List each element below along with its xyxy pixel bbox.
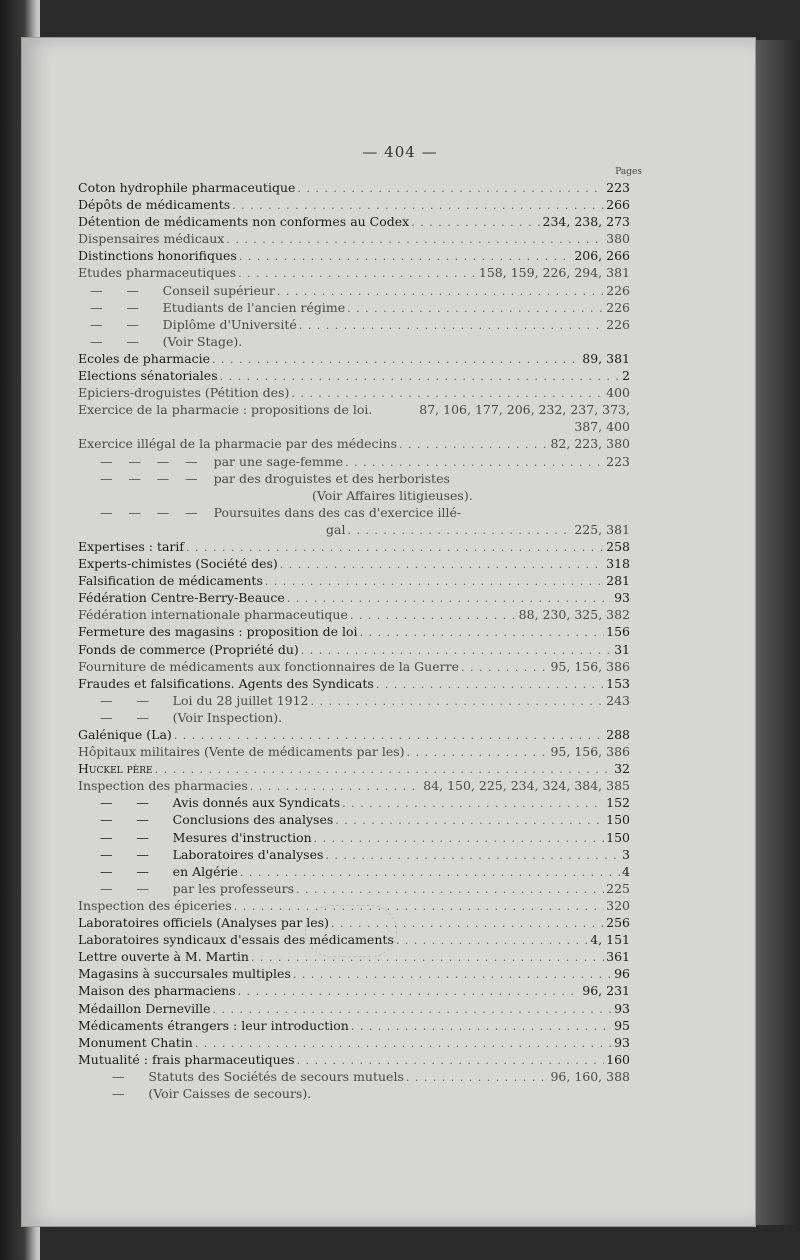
dot-leader <box>293 966 612 983</box>
index-entry-text: Etudes pharmaceutiques <box>78 265 237 281</box>
index-entry-pages: 320 <box>606 897 630 913</box>
dot-leader <box>351 1018 612 1035</box>
index-entry <box>78 726 630 743</box>
index-entry-text: Distinctions honorifiques <box>78 248 237 264</box>
index-entry <box>78 1085 630 1102</box>
index-entry <box>78 179 630 196</box>
index-entry-text: — — Laboratoires d'analyses <box>100 846 324 862</box>
index-entry <box>78 572 630 589</box>
index-entry <box>78 350 630 367</box>
index-entry-pages: 256 <box>606 915 630 931</box>
index-entry-pages: 31 <box>614 641 630 657</box>
index-entry <box>78 606 630 623</box>
dot-leader <box>226 231 604 248</box>
index-entry-text: — — — — par des droguistes et des herboristes <box>100 470 450 486</box>
dot-leader <box>239 248 573 265</box>
dot-leader <box>238 265 477 282</box>
index-entry <box>78 1051 630 1068</box>
index-entry-pages: 32 <box>614 761 630 777</box>
index-entry-pages: 95, 156, 386 <box>550 658 630 674</box>
index-entry-pages: 266 <box>606 197 630 213</box>
dot-leader <box>407 744 549 761</box>
dot-leader <box>335 812 604 829</box>
index-entry-text: Mutualité : frais pharmaceutiques <box>78 1051 295 1067</box>
index-entry <box>78 589 630 606</box>
index-entry <box>78 538 630 555</box>
dot-leader <box>347 522 572 539</box>
dot-leader <box>411 214 540 231</box>
index-entry <box>78 504 630 521</box>
dot-leader <box>325 847 620 864</box>
index-entry <box>78 401 630 418</box>
index-entry-pages: 4, 151 <box>590 932 630 948</box>
index-entry <box>78 418 630 435</box>
index-entry-text: Inspection des pharmacies <box>78 778 248 794</box>
dot-leader <box>296 881 604 898</box>
index-entry <box>78 675 630 692</box>
dot-leader <box>280 556 604 573</box>
index-entry-pages: 288 <box>606 727 630 742</box>
index-entry-text: gal <box>326 521 346 537</box>
dot-leader <box>345 454 604 471</box>
index-entry-text: — Statuts des Sociétés de secours mutuels <box>112 1068 404 1084</box>
index-entry-text: — — Loi du 28 juillet 1912 <box>100 692 309 708</box>
index-entry-pages: 150 <box>606 829 630 845</box>
index-entry-text: Falsification de médicaments <box>78 573 263 589</box>
index-entry <box>78 1017 630 1034</box>
index-entry-text: Coton hydrophile pharmaceutique <box>78 180 296 195</box>
dot-leader <box>212 351 580 368</box>
index-entry-text: Laboratoires syndicaux d'essais des médicaments <box>78 932 394 948</box>
index-entry-text: — — (Voir Inspection). <box>100 709 283 725</box>
index-entry-pages: 82, 223, 380 <box>550 436 630 452</box>
index-entry-text: Fonds de commerce (Propriété du) <box>78 641 299 657</box>
index-entry-pages: 89, 381 <box>582 350 630 366</box>
index-entry <box>78 316 630 333</box>
dot-leader <box>396 932 588 949</box>
index-entry <box>78 196 630 213</box>
index-entry-pages: 226 <box>606 316 630 332</box>
index-entry-text: — — — — par une sage-femme <box>100 453 344 469</box>
index-entry <box>78 487 630 504</box>
dot-leader <box>291 385 604 402</box>
index-entry-text: — — (Voir Stage). <box>90 333 243 349</box>
index-entry-text: Experts-chimistes (Société des) <box>78 556 278 572</box>
dot-leader <box>155 761 613 778</box>
index-entry-pages: 226 <box>606 299 630 315</box>
index-entry <box>78 931 630 948</box>
dot-leader <box>240 864 620 881</box>
dot-leader <box>299 317 604 334</box>
index-list <box>78 179 630 1102</box>
dot-leader <box>314 830 604 847</box>
index-entry-pages: 150 <box>606 812 630 828</box>
index-entry <box>78 333 630 350</box>
index-entry-text: — — Conseil supérieur <box>90 282 275 298</box>
index-entry-text: Lettre ouverte à M. Martin <box>78 949 249 965</box>
index-entry <box>78 829 630 846</box>
index-entry-pages: 96 <box>614 966 630 982</box>
index-entry-text: Maison des pharmaciens <box>78 983 236 999</box>
dot-leader <box>301 642 612 659</box>
index-entry-pages: 88, 230, 325, 382 <box>518 607 630 623</box>
index-entry-pages: 93 <box>614 1034 630 1050</box>
index-entry <box>78 282 630 299</box>
dot-leader <box>347 300 604 317</box>
index-entry <box>78 641 630 658</box>
index-entry-text: Ecoles de pharmacie <box>78 350 210 366</box>
index-entry-text: — — en Algérie <box>100 863 238 879</box>
dot-leader <box>360 624 605 641</box>
index-entry <box>78 470 630 487</box>
dot-leader <box>287 590 612 607</box>
index-entry-text: Galénique (La) <box>78 727 172 742</box>
dot-leader <box>461 659 549 676</box>
index-entry-text: — — Etudiants de l'ancien régime <box>90 299 346 315</box>
dot-leader <box>399 436 548 453</box>
index-entry <box>78 897 630 914</box>
dot-leader <box>213 1001 613 1018</box>
index-entry-pages: 223 <box>606 180 630 195</box>
index-entry <box>78 555 630 572</box>
dot-leader <box>277 283 604 300</box>
index-entry-text: Fourniture de médicaments aux fonctionnaires de la Guerre <box>78 658 459 674</box>
index-entry-pages: 93 <box>614 1000 630 1016</box>
index-entry-text: — — Avis donnés aux Syndicats <box>100 795 341 811</box>
index-entry-pages: 156 <box>606 624 630 640</box>
index-entry-pages: 158, 159, 226, 294, 381 <box>478 265 630 281</box>
index-entry-text: Dépôts de médicaments <box>78 197 231 213</box>
index-entry-pages: 87, 106, 177, 206, 232, 237, 373, <box>419 402 630 418</box>
index-entry-pages: 84, 150, 225, 234, 324, 384, 385 <box>423 778 630 794</box>
dot-leader <box>265 573 604 590</box>
dot-leader <box>174 727 604 744</box>
dot-leader <box>238 983 581 1000</box>
index-entry-text: Exercice illégal de la pharmacie par des médecins <box>78 436 397 452</box>
index-entry-pages: 223 <box>606 453 630 469</box>
index-entry-pages: 318 <box>606 556 630 572</box>
index-entry <box>78 743 630 760</box>
index-entry-text: Huckel père <box>78 761 153 777</box>
index-entry-pages: 153 <box>606 675 630 691</box>
index-entry <box>78 623 630 640</box>
index-entry-pages: 226 <box>606 282 630 298</box>
index-entry <box>78 230 630 247</box>
index-entry <box>78 982 630 999</box>
dot-leader <box>195 1035 612 1052</box>
index-entry-text: Fraudes et falsifications. Agents des Syndicats <box>78 675 374 691</box>
index-entry <box>78 1000 630 1017</box>
index-entry <box>78 453 630 470</box>
index-entry <box>78 777 630 794</box>
dot-leader <box>406 1069 549 1086</box>
index-entry-pages: 400 <box>606 385 630 401</box>
index-entry-text: — — Diplôme d'Université <box>90 316 297 332</box>
dot-leader <box>232 197 604 214</box>
index-entry <box>78 914 630 931</box>
index-entry-pages: 2 <box>622 368 630 384</box>
index-entry-pages: 95 <box>614 1017 630 1033</box>
index-entry <box>78 948 630 965</box>
index-entry-pages: 281 <box>606 573 630 589</box>
index-entry-text: Fédération Centre-Berry-Beauce <box>78 590 285 606</box>
index-entry <box>78 521 630 538</box>
index-entry <box>78 1034 630 1051</box>
index-entry-pages: 361 <box>606 949 630 965</box>
index-entry-text: — — par les professeurs <box>100 880 295 896</box>
index-entry-pages: 160 <box>606 1051 630 1067</box>
index-entry-pages: 4 <box>622 863 630 879</box>
index-entry <box>78 880 630 897</box>
dot-leader <box>234 898 604 915</box>
dot-leader <box>311 693 605 710</box>
dot-leader <box>331 915 604 932</box>
index-entry <box>78 247 630 264</box>
dot-leader <box>251 949 604 966</box>
index-entry-text: Fermeture des magasins : proposition de loi <box>78 624 358 640</box>
index-entry-text: Exercice de la pharmacie : propositions de loi. <box>78 402 373 418</box>
index-entry-text: Expertises : tarif <box>78 538 185 554</box>
index-entry <box>78 658 630 675</box>
index-entry <box>78 760 630 777</box>
index-entry <box>78 965 630 982</box>
index-entry-pages: 3 <box>622 846 630 862</box>
index-entry-text: Magasins à succursales multiples <box>78 966 291 982</box>
index-entry-text: Médicaments étrangers : leur introduction <box>78 1017 349 1033</box>
index-entry-text: (Voir Affaires litigieuses). <box>312 487 473 503</box>
page-number-header: — 404 — <box>362 143 438 161</box>
index-entry <box>78 709 630 726</box>
index-entry-text: Elections sénatoriales <box>78 368 218 384</box>
index-entry-pages: 152 <box>606 795 630 811</box>
dot-leader <box>220 368 620 385</box>
index-entry <box>78 299 630 316</box>
index-entry <box>78 692 630 709</box>
index-entry-text: Dispensaires médicaux <box>78 231 225 247</box>
index-entry-pages: 387, 400 <box>574 419 630 435</box>
index-entry-text: — — Conclusions des analyses <box>100 812 334 828</box>
index-entry-text: Détention de médicaments non conformes au Codex <box>78 214 410 230</box>
index-entry <box>78 264 630 281</box>
index-entry-text: Monument Chatin <box>78 1034 193 1050</box>
index-entry-pages: 96, 231 <box>582 983 630 999</box>
dot-leader <box>250 778 421 795</box>
index-entry-pages: 225, 381 <box>574 521 630 537</box>
index-entry-text: Fédération internationale pharmaceutique <box>78 607 348 623</box>
dot-leader <box>342 795 604 812</box>
index-entry-text: Inspection des épiceries <box>78 897 232 913</box>
index-entry <box>78 1068 630 1085</box>
index-entry-text: Laboratoires officiels (Analyses par les) <box>78 915 329 931</box>
index-entry <box>78 213 630 230</box>
index-entry-text: Hôpitaux militaires (Vente de médicaments par les) <box>78 744 405 760</box>
dot-leader <box>297 1052 605 1069</box>
index-entry-pages: 225 <box>606 880 630 896</box>
index-entry-text: — — Mesures d'instruction <box>100 829 312 845</box>
index-entry-pages: 93 <box>614 590 630 606</box>
index-entry-pages: 234, 238, 273 <box>542 214 630 230</box>
dot-leader <box>297 180 604 197</box>
index-entry-pages: 96, 160, 388 <box>550 1068 630 1084</box>
index-entry-text: Médaillon Derneville <box>78 1000 211 1016</box>
index-entry <box>78 794 630 811</box>
dot-leader <box>350 607 517 624</box>
dot-leader <box>376 676 604 693</box>
index-entry-text: — (Voir Caisses de secours). <box>112 1085 312 1101</box>
index-entry <box>78 435 630 452</box>
dot-leader <box>186 539 604 556</box>
index-entry <box>78 384 630 401</box>
index-entry-pages: 258 <box>606 538 630 554</box>
index-entry <box>78 863 630 880</box>
book-edge <box>755 40 800 1225</box>
index-entry <box>78 846 630 863</box>
index-entry-text: Epiciers-droguistes (Pétition des) <box>78 385 290 401</box>
pages-column-label: Pages <box>615 167 642 177</box>
index-entry-pages: 95, 156, 386 <box>550 744 630 760</box>
index-entry-text: — — — — Poursuites dans des cas d'exercice illé- <box>100 504 462 520</box>
index-entry-pages: 380 <box>606 231 630 247</box>
index-entry-pages: 243 <box>606 692 630 708</box>
index-entry-pages: 206, 266 <box>574 248 630 264</box>
index-entry <box>78 367 630 384</box>
index-entry <box>78 811 630 828</box>
